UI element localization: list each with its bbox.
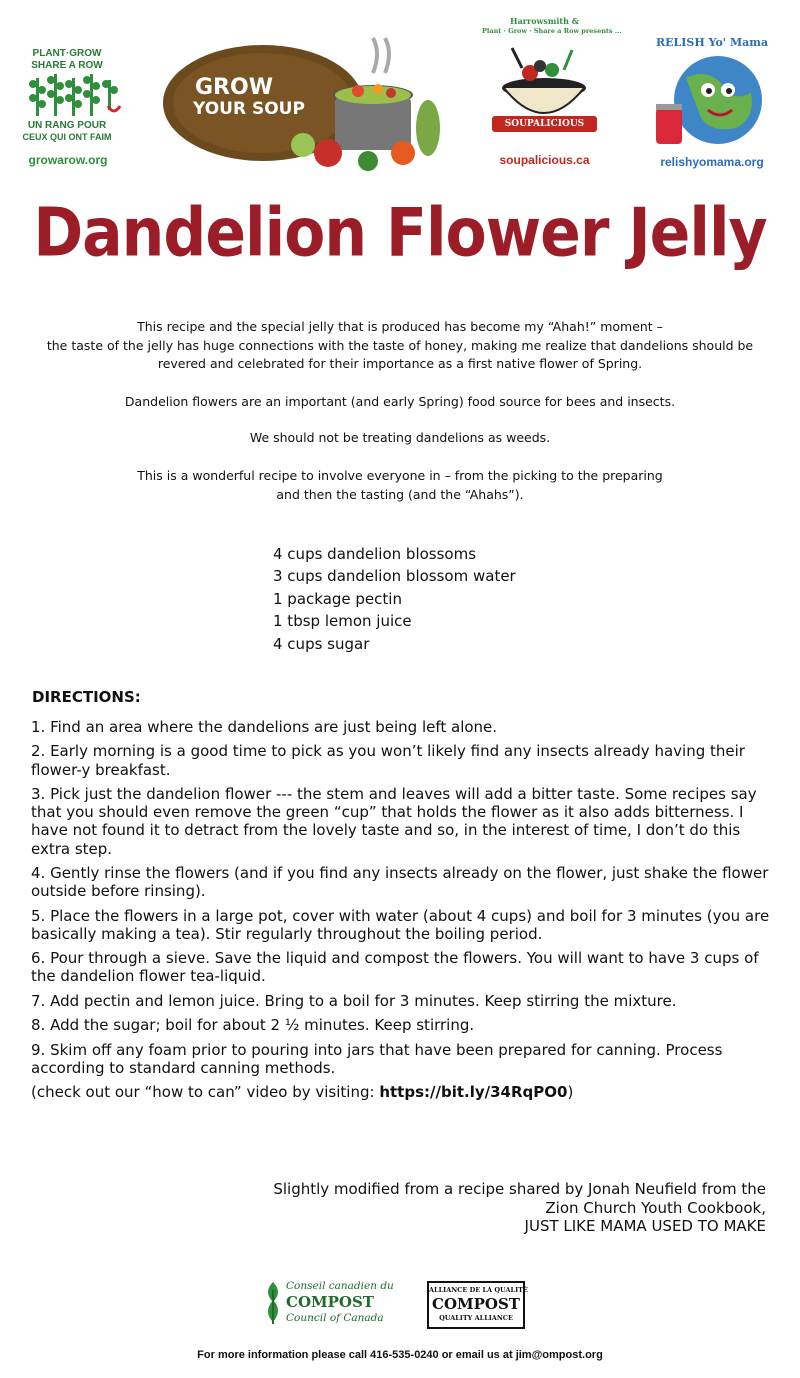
direction-step: 1. Find an area where the dandelions are just being left alone. [31,718,498,736]
intro-line: This is a wonderful recipe to involve everyone in – from the picking to the preparing [137,468,663,483]
direction-step: 9. Skim off any foam prior to pouring into jars that have been prepared for canning. Process according to standard canning methods. [31,1040,723,1077]
grow-soup-line-1: GROW [195,75,273,100]
page-title: Dandelion Flower Jelly [33,193,767,273]
intro-line: and then the tasting (and the “Ahahs”). [276,486,524,502]
soupalicious-banner-text: SOUPALICIOUS [504,119,585,129]
soupalicious-url[interactable]: soupalicious.ca [499,153,590,167]
video-note-close: ) [567,1083,574,1102]
grow-your-soup-logo [163,33,448,173]
logo-fr-line-2: CEUX QUI ONT FAIM [22,132,112,142]
logo-line-1: PLANT·GROW [32,48,102,59]
ingredient-item: 4 cups sugar [273,634,370,653]
earth-character-illustration [646,48,778,153]
logo-fr-line-1: UN RANG POUR [27,120,107,131]
plants-row-icon [28,70,128,118]
soupalicious-arc-text: Plant · Grow · Share a Row presents ... [482,27,622,35]
video-link[interactable]: https://bit.ly/34RqPO0 [379,1083,568,1102]
video-note-text: (check out our “how to can” video by visiting: [31,1083,380,1102]
direction-step: 8. Add the sugar; boil for about 2 ½ minutes. Keep stirring. [31,1016,475,1035]
intro-paragraph-2: Dandelion flowers are an important (and early Spring) food source for bees and insects. [124,394,676,409]
ccc-line-3: Council of Canada [286,1312,384,1324]
soupalicious-top-text: Harrowsmith & [510,16,579,26]
relishyomama-url[interactable]: relishyomama.org [660,155,764,169]
leaf-icon [262,1280,284,1326]
ccc-line-1: Conseil canadien du [286,1280,394,1292]
contact-footer: For more information please call 416-535-0240 or email us at jim@ompost.org [197,1349,603,1361]
soupalicious-banner [492,116,597,132]
ingredient-item: 1 package pectin [273,589,402,608]
directions-steps [31,718,771,1108]
ingredients-list [273,543,516,655]
recipe-credit [273,1180,766,1236]
intro-paragraph-4 [20,467,780,504]
relish-yo-mama-logo [646,32,778,172]
intro-line: the taste of the jelly has huge connections with the taste of honey, making me realize that dandelions should be [46,337,754,353]
ingredient-item: 1 tbsp lemon juice [273,612,412,631]
logo-line-2: SHARE A ROW [31,60,103,71]
ccc-line-2: COMPOST [286,1293,374,1311]
intro-paragraph-1 [20,318,780,374]
credit-line: Slightly modified from a recipe shared by Jonah Neufield from the [273,1180,766,1198]
direction-step: 3. Pick just the dandelion flower --- the stem and leaves will add a bitter taste. Some recipes say that you should even remove the green “cup” that holds the flower as it also adds bitterness. I have not found it to detract from the lovely taste and so, in the interest of time, I don’t do this extra step. [31,784,757,858]
plant-grow-share-a-row-logo [22,40,134,170]
credit-line: JUST LIKE MAMA USED TO MAKE [524,1217,766,1235]
grow-soup-line-2: YOUR SOUP [193,99,305,119]
intro-line: This recipe and the special jelly that is produced has become my “Ahah!” moment – [137,319,663,334]
credit-line: Zion Church Youth Cookbook, [545,1198,766,1217]
soupalicious-logo [482,14,622,174]
growarow-url[interactable]: growarow.org [28,153,108,167]
cqa-line-2: COMPOST [432,1295,520,1313]
ingredient-item: 3 cups dandelion blossom water [273,567,516,586]
relish-arc-text: RELISH Yo' Mama [656,36,769,49]
directions-heading: DIRECTIONS: [32,688,141,706]
direction-step: 5. Place the flowers in a large pot, cover with water (about 4 cups) and boil for 3 minutes (you are basically making a tea). Stir regularly throughout the boiling period. [31,906,770,943]
video-note [31,1083,771,1101]
direction-step: 6. Pour through a sieve. Save the liquid and compost the flowers. You will want to have 3 cups of the dandelion flower tea-liquid. [31,949,759,986]
cqa-line-1: ALLIANCE DE LA QUALITÉ [429,1286,528,1294]
ingredient-item: 4 cups dandelion blossoms [273,545,477,563]
direction-step: 2. Early morning is a good time to pick as you won’t likely find any insects already having their flower-y breakfast. [31,742,745,779]
intro-line: revered and celebrated for their importance as a first native flower of Spring. [157,356,643,371]
direction-step: 7. Add pectin and lemon juice. Bring to a boil for 3 minutes. Keep stirring the mixture. [31,991,677,1010]
compost-council-logo [262,1280,394,1330]
cqa-line-3: QUALITY ALLIANCE [439,1314,513,1322]
direction-step: 4. Gently rinse the flowers (and if you find any insects already on the flower, just shake the flower outside before rinsing). [31,863,769,901]
intro-paragraph-3: We should not be treating dandelions as weeds. [249,430,551,445]
compost-quality-alliance-logo [427,1281,528,1329]
